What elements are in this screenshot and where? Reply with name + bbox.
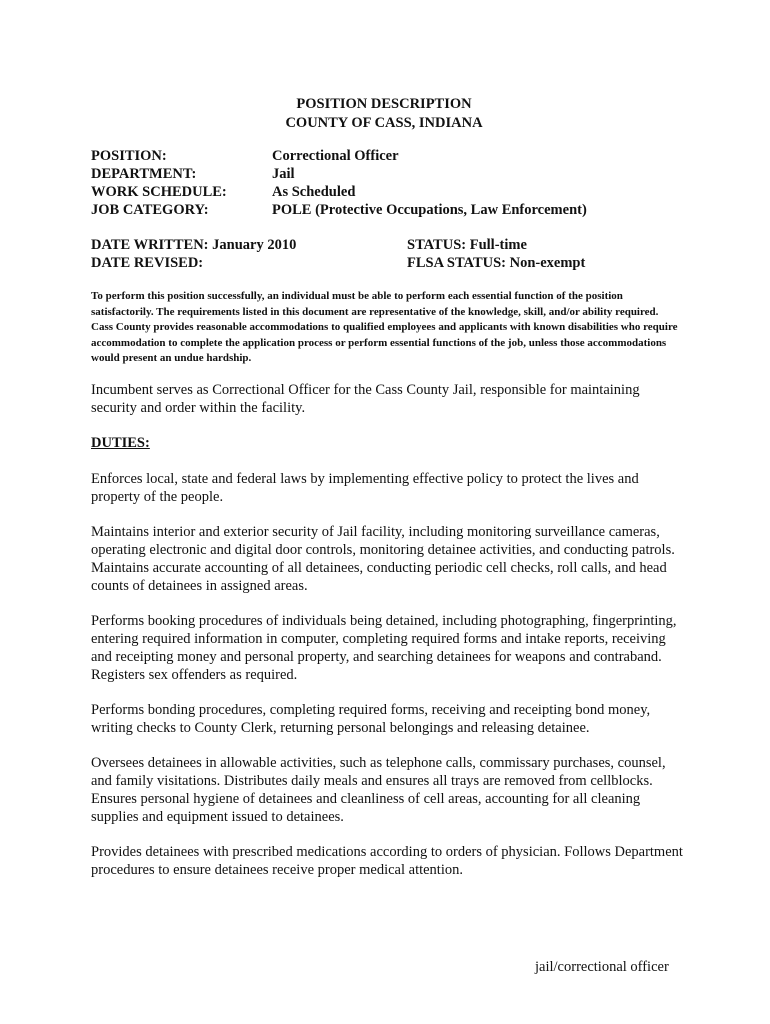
flsa-status: FLSA STATUS: Non-exempt (407, 255, 586, 271)
page-footer: jail/correctional officer (535, 959, 669, 975)
dates-row-2 (91, 254, 691, 272)
info-row-job-category (91, 201, 587, 219)
info-value: Correctional Officer (272, 148, 399, 164)
duty-paragraph: Maintains interior and exterior security of Jail facility, including monitoring surveillance cameras, operating electronic and digital door controls, monitoring detainee activities, and conducting patrols. Maintains accurate accounting of all detainees, conducting periodic cell checks, roll calls, and head counts of detainees in assigned areas. (91, 524, 675, 594)
duty-paragraph: Provides detainees with prescribed medications according to orders of physician. Follows Department procedures to ensure detainees receive proper medical attention. (91, 844, 683, 878)
title-line-2: COUNTY OF CASS, INDIANA (285, 115, 483, 131)
info-row-work-schedule (91, 183, 587, 201)
duty-paragraph: Performs bonding procedures, completing required forms, receiving and receipting bond money, writing checks to County Clerk, returning personal belongings and releasing detainee. (91, 702, 651, 736)
info-label: POSITION: (91, 148, 167, 164)
info-label: DEPARTMENT: (91, 166, 197, 182)
dates-status-block (91, 236, 691, 272)
duties-list (91, 470, 683, 896)
info-value: POLE (Protective Occupations, Law Enforcement) (272, 202, 587, 218)
info-label: WORK SCHEDULE: (91, 184, 227, 200)
info-row-position (91, 147, 587, 165)
date-revised: DATE REVISED: (91, 255, 204, 271)
position-info (91, 147, 587, 219)
duty-paragraph: Enforces local, state and federal laws by implementing effective policy to protect the lives and property of the people. (91, 471, 639, 505)
intro-paragraph: Incumbent serves as Correctional Officer for the Cass County Jail, responsible for maintaining security and order within the facility. (91, 382, 640, 416)
title-line-1: POSITION DESCRIPTION (296, 96, 472, 112)
duties-heading: DUTIES: (91, 435, 150, 451)
duty-paragraph: Oversees detainees in allowable activities, such as telephone calls, commissary purchases, counsel, and family visitations. Distributes daily meals and ensures all trays are removed from cellblocks. Ensures personal hygiene of detainees and cleanliness of cell areas, accounting for all cleaning supplies and equipment issued to detainees. (91, 755, 666, 825)
dates-row-1 (91, 236, 691, 254)
date-written: DATE WRITTEN: January 2010 (91, 237, 297, 253)
info-label: JOB CATEGORY: (91, 202, 209, 218)
info-value: Jail (272, 166, 295, 182)
accommodation-notice: To perform this position successfully, an individual must be able to perform each essential function of the position satisfactorily. The requirements listed in this document are representative of the knowledge, skill, and/or ability required. Cass County provides reasonable accommodations to qualified employees and applicants with known disabilities who require accommodation to complete the application process or perform essential functions of the job, unless those accommodations would present an undue hardship. (91, 290, 678, 364)
status: STATUS: Full-time (407, 237, 527, 253)
duty-paragraph: Performs booking procedures of individuals being detained, including photographing, fingerprinting, entering required information in computer, completing required forms and intake reports, receiving and receipting money and personal property, and searching detainees for weapons and contraband. Registers sex offenders as required. (91, 613, 677, 683)
document-title (0, 95, 770, 133)
info-value: As Scheduled (272, 184, 356, 200)
info-row-department (91, 165, 587, 183)
